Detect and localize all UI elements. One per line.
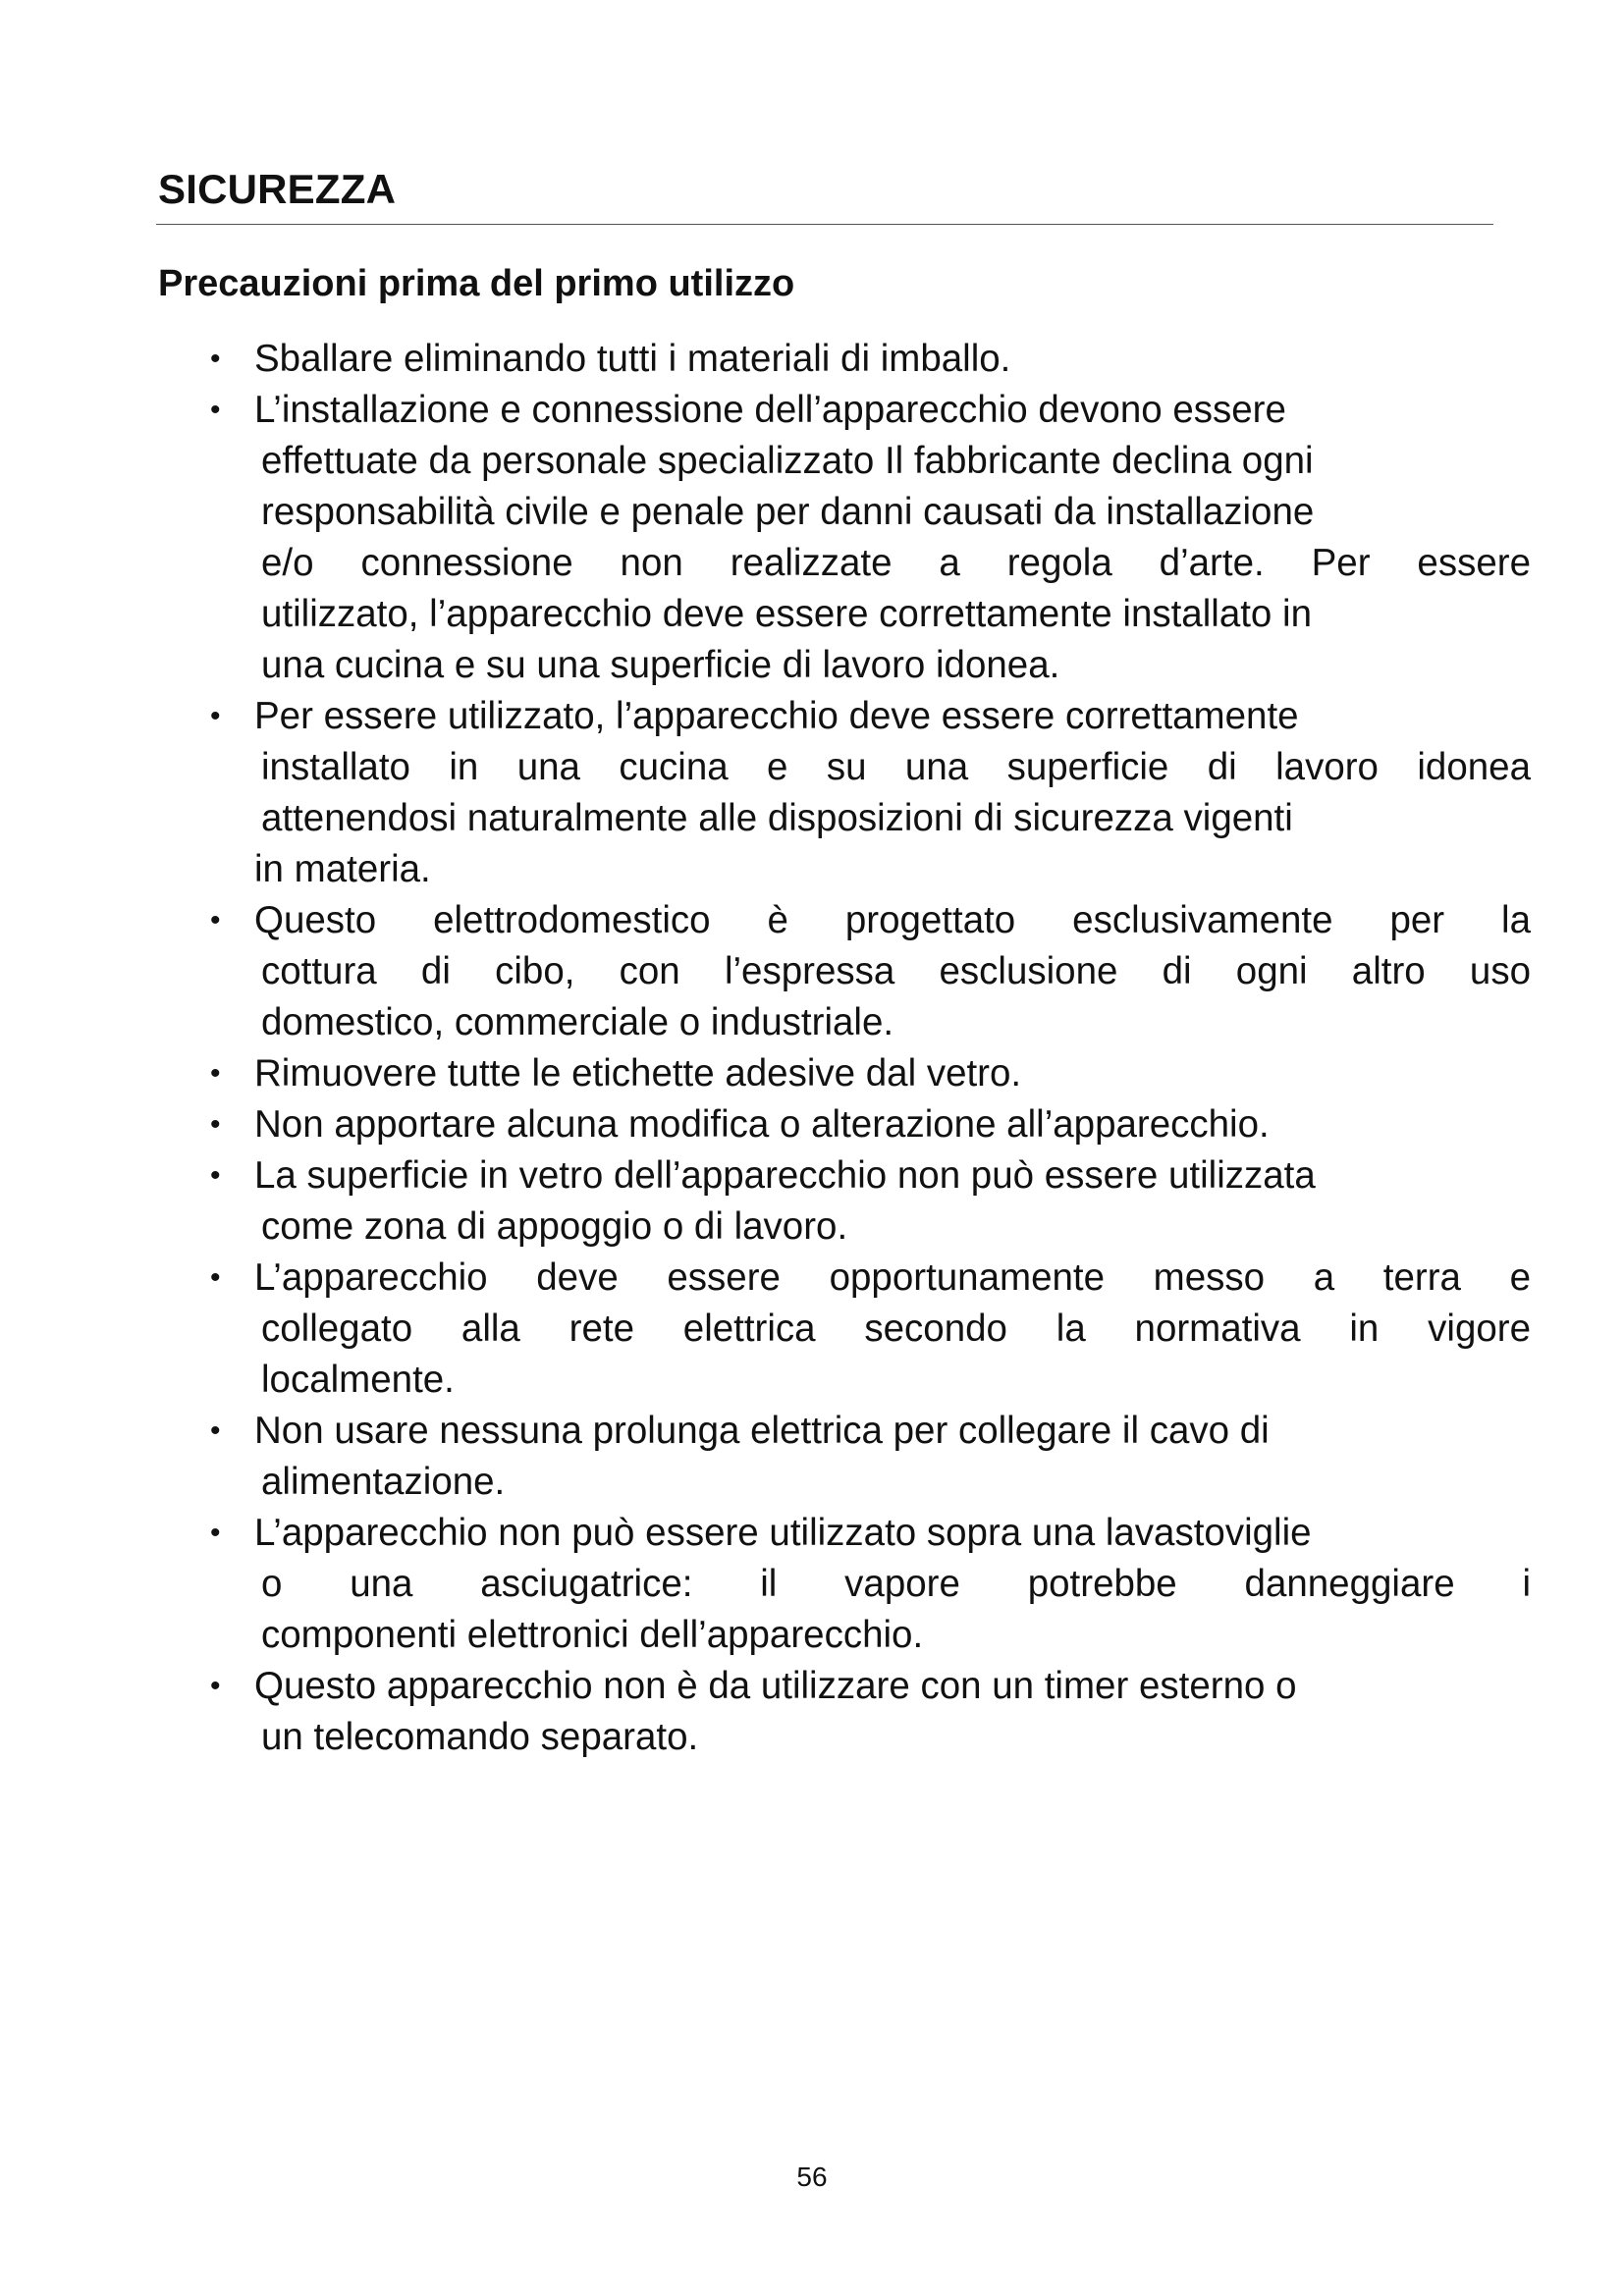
- list-item: [210, 1099, 1531, 1150]
- list-item-line: collegato alla rete elettrica secondo la normativa in vigore: [261, 1308, 1531, 1350]
- list-item-line: L’installazione e connessione dell’apparecchio devono essere: [254, 389, 1286, 431]
- list-item-line: Per essere utilizzato, l’apparecchio deve essere correttamente: [254, 695, 1299, 737]
- list-item-line: responsabilità civile e penale per danni causati da installazione: [261, 491, 1315, 533]
- bullet-icon: •: [210, 1670, 221, 1702]
- bullet-icon: •: [210, 1108, 221, 1141]
- list-item-line: una cucina e su una superficie di lavoro idonea.: [261, 644, 1060, 686]
- list-item: [210, 1048, 1531, 1099]
- list-item-line: Non apportare alcuna modifica o alterazione all’apparecchio.: [254, 1103, 1270, 1146]
- bullet-icon: •: [210, 700, 221, 732]
- list-item-line: Questo elettrodomestico è progettato esclusivamente per la: [254, 899, 1531, 941]
- precautions-list: [210, 334, 1531, 1763]
- bullet-icon: •: [210, 394, 221, 426]
- list-item-line: in materia.: [254, 848, 431, 890]
- list-item-line: La superficie in vetro dell’apparecchio non può essere utilizzata: [254, 1154, 1316, 1197]
- list-item-line: localmente.: [261, 1359, 455, 1401]
- list-item: [210, 385, 1531, 691]
- list-item: [210, 691, 1531, 895]
- list-item-line: come zona di appoggio o di lavoro.: [261, 1205, 848, 1248]
- title-underline-rule: [156, 224, 1493, 225]
- bullet-icon: •: [210, 1159, 221, 1192]
- list-item: [210, 1150, 1531, 1253]
- list-item-line: Questo apparecchio non è da utilizzare con un timer esterno o: [254, 1665, 1297, 1707]
- list-item-line: installato in una cucina e su una superficie di lavoro idonea: [261, 746, 1531, 788]
- list-item: [210, 1508, 1531, 1661]
- list-item-line: alimentazione.: [261, 1461, 506, 1503]
- section-title: SICUREZZA: [158, 166, 397, 212]
- list-item-line: e/o connessione non realizzate a regola d’arte. Per essere: [261, 542, 1531, 584]
- list-item-line: Sballare eliminando tutti i materiali di imballo.: [254, 338, 1011, 380]
- list-item-line: un telecomando separato.: [261, 1716, 699, 1758]
- list-item-line: L’apparecchio deve essere opportunamente messo a terra e: [254, 1256, 1531, 1299]
- list-item: [210, 334, 1531, 385]
- list-item-line: domestico, commerciale o industriale.: [261, 1001, 894, 1043]
- list-item-line: cottura di cibo, con l’espressa esclusione di ogni altro uso: [261, 950, 1531, 992]
- list-item-line: Rimuovere tutte le etichette adesive dal vetro.: [254, 1052, 1022, 1095]
- list-item-line: o una asciugatrice: il vapore potrebbe danneggiare i: [261, 1563, 1531, 1605]
- list-item-line: utilizzato, l’apparecchio deve essere correttamente installato in: [261, 593, 1313, 635]
- list-item: [210, 895, 1531, 1048]
- bullet-icon: •: [210, 1057, 221, 1090]
- list-item-line: attenendosi naturalmente alle disposizioni di sicurezza vigenti: [261, 797, 1293, 839]
- bullet-icon: •: [210, 1261, 221, 1294]
- bullet-icon: •: [210, 904, 221, 936]
- list-item-line: L’apparecchio non può essere utilizzato sopra una lavastoviglie: [254, 1512, 1312, 1554]
- list-item-line: effettuate da personale specializzato Il fabbricante declina ogni: [261, 440, 1314, 482]
- bullet-icon: •: [210, 1517, 221, 1549]
- list-item-line: componenti elettronici dell’apparecchio.: [261, 1614, 924, 1656]
- list-item: [210, 1253, 1531, 1406]
- subsection-title: Precauzioni prima del primo utilizzo: [158, 263, 795, 304]
- page-number: 56: [796, 2162, 828, 2192]
- list-item: [210, 1661, 1531, 1763]
- bullet-icon: •: [210, 343, 221, 375]
- bullet-icon: •: [210, 1415, 221, 1447]
- list-item-line: Non usare nessuna prolunga elettrica per collegare il cavo di: [254, 1410, 1270, 1452]
- list-item: [210, 1406, 1531, 1508]
